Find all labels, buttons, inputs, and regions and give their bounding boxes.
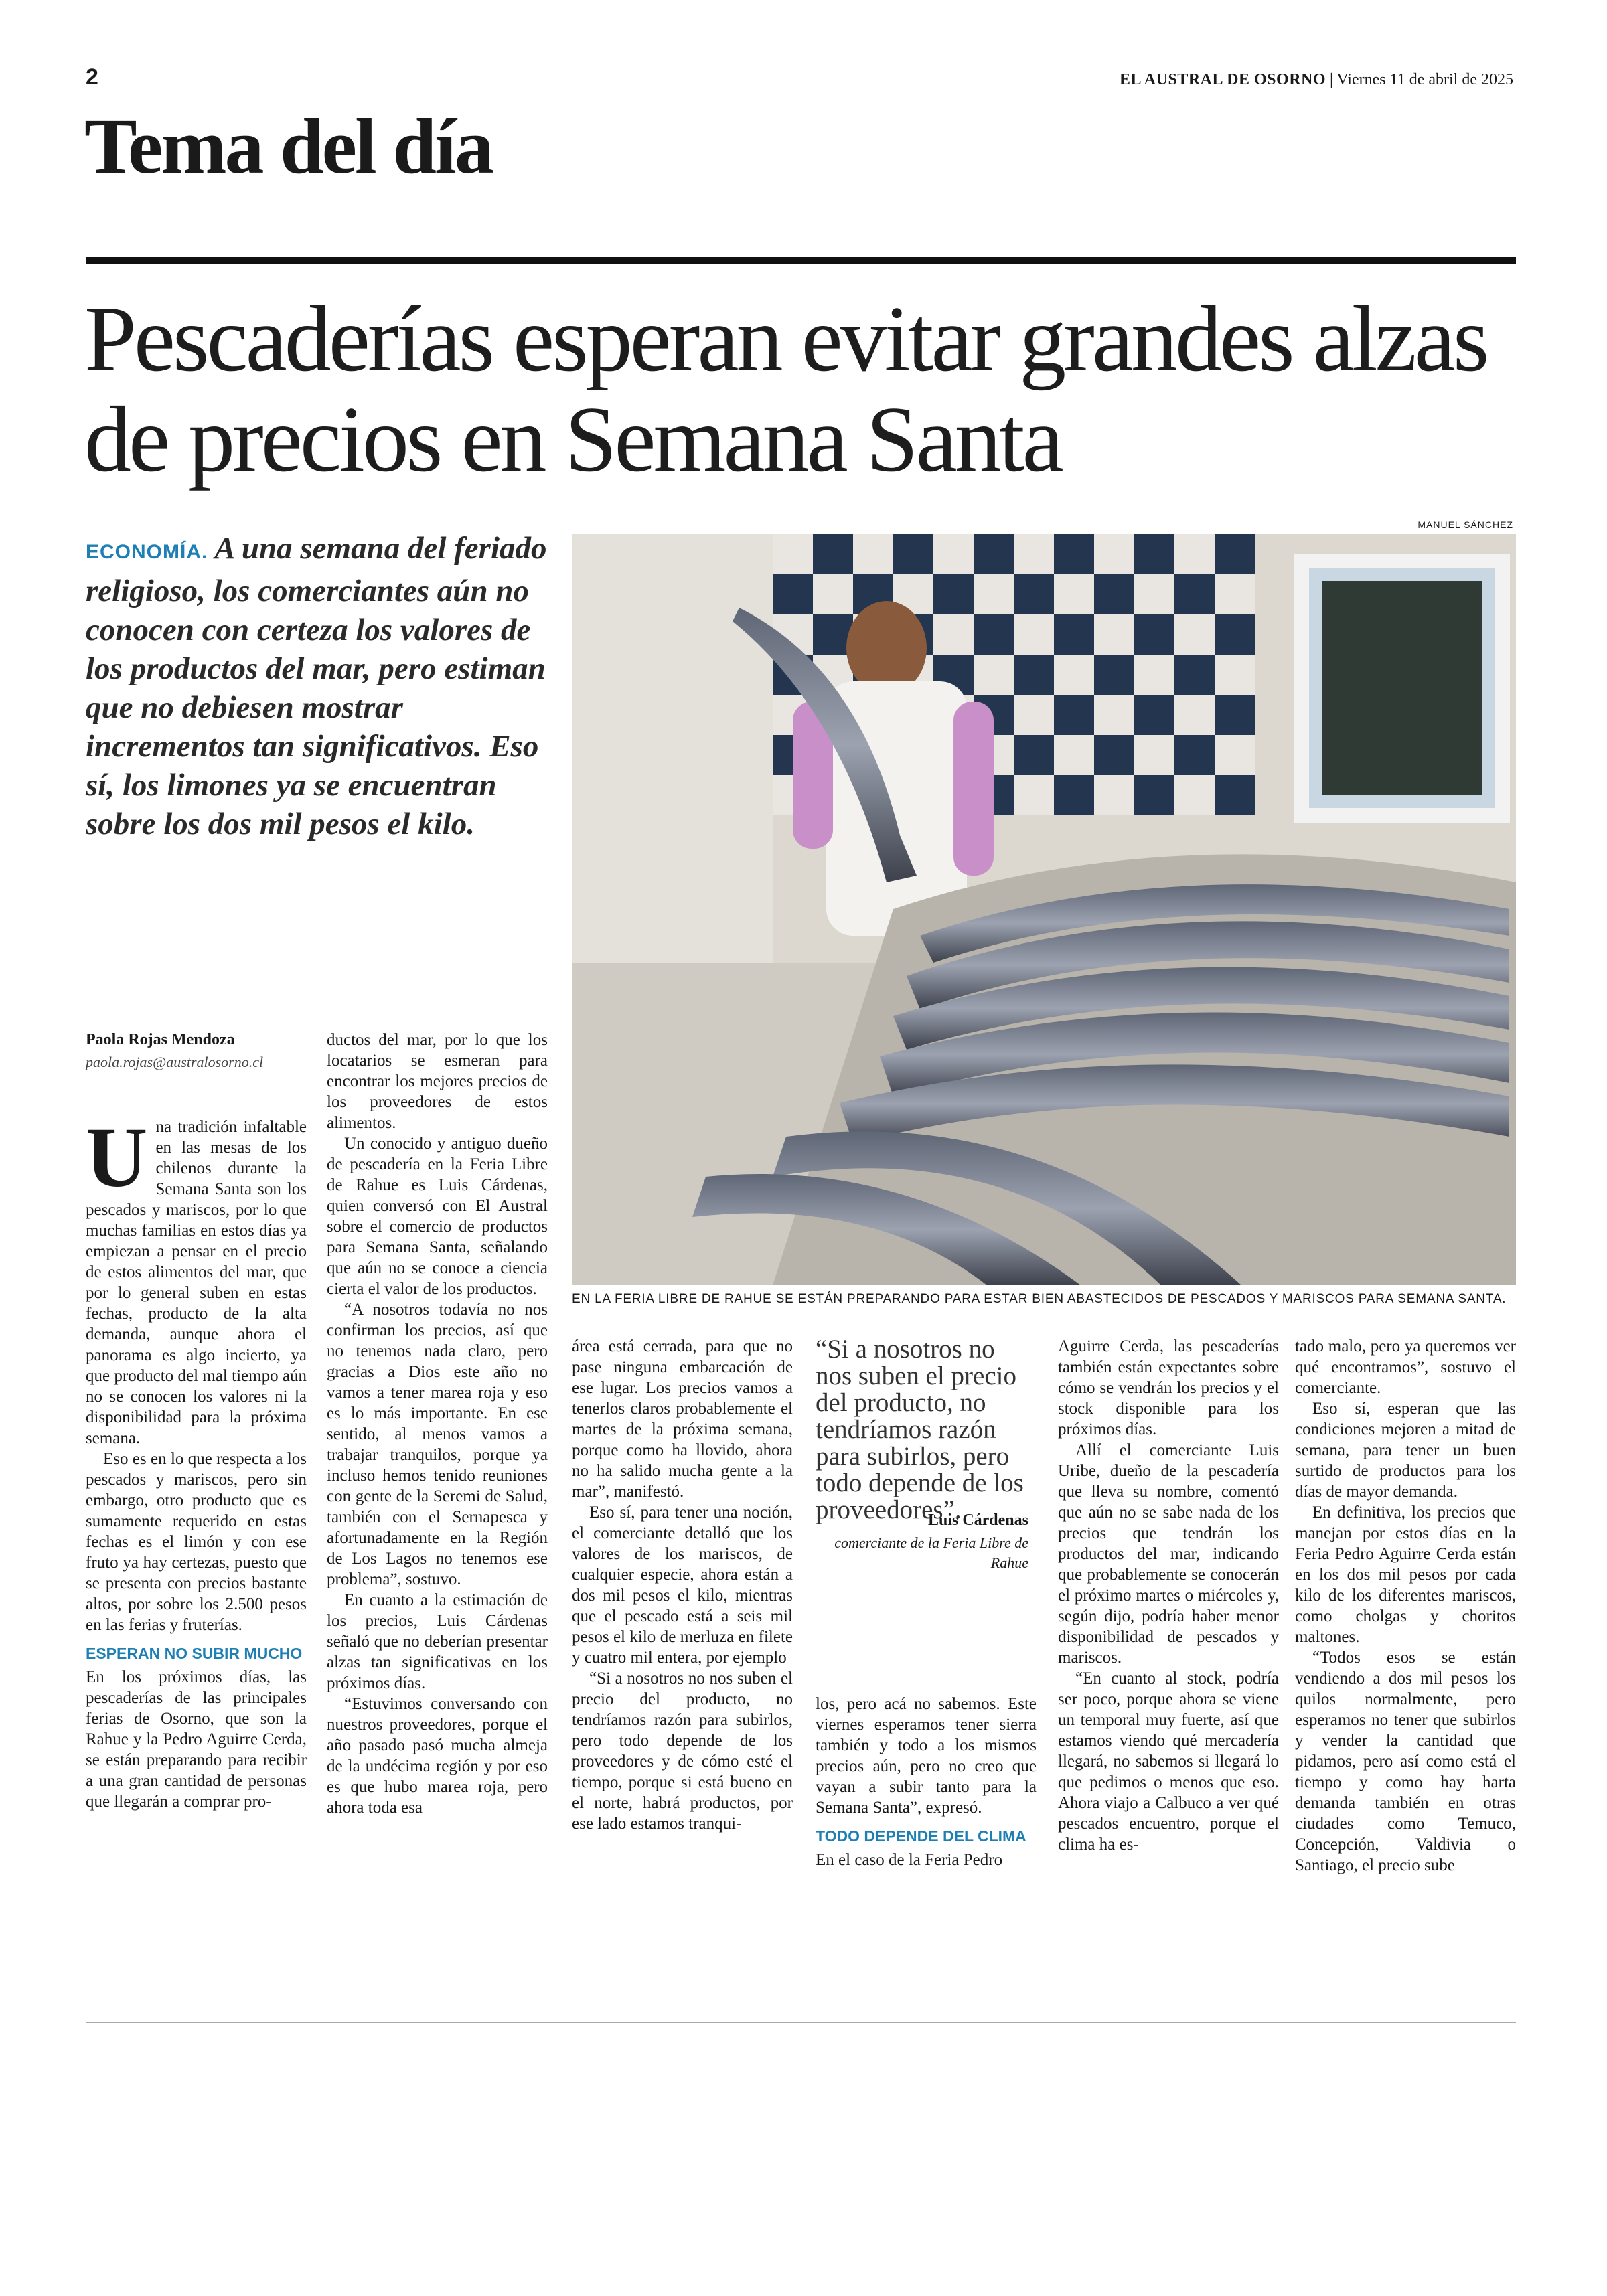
lead-text: A una semana del feriado religioso, los comerciantes aún no conocen con certeza los valores de los productos del mar, pero estiman que no debiesen mostrar incrementos tan significativos. Eso sí, los limones ya se encuentran sobre los dos mil pesos el kilo. bbox=[86, 531, 547, 841]
paragraph: Eso sí, esperan que las condiciones mejoren a mitad de semana, para tener un buen surtido de productos para los días de mayor demanda. bbox=[1295, 1400, 1516, 1501]
paragraph: los, pero acá no sabemos. Este viernes esperamos tener sierra también y todo a los mismos precios aún, pero no creo que vayan a subir tanto para la Semana Santa”, expresó. bbox=[816, 1695, 1037, 1817]
paragraph: Aguirre Cerda, las pescaderías también están expectantes sobre cómo se vendrán los precios y el stock disponible para los próximos días. bbox=[1058, 1337, 1279, 1439]
section-rule bbox=[86, 257, 1516, 264]
article-photo bbox=[572, 534, 1516, 1285]
paragraph: “Si a nosotros no nos suben el precio del producto, no tendríamos razón para subirlos, pero todo depende de los proveedores y de cómo esté el tiempo, porque si está bueno en el norte, habrá productos, por ese lado estamos tranqui- bbox=[572, 1669, 793, 1833]
paragraph: “A nosotros todavía no nos confirman los precios, así que no tenemos nada claro, pero gracias a Dios este año no vamos a tener marea roja y eso es lo más importante. En ese sentido, al menos vamos a trabajar tranquilos, porque ya incluso hemos tenido reuniones con gente de la Seremi de Salud, también con el Sernapesca y afortunadamente en la Región de Los Lagos no tenemos ese problema”, sostuvo. bbox=[327, 1301, 548, 1588]
paragraph: área está cerrada, para que no pase ninguna embarcación de ese lugar. Los precios vamos a tenerlos claros probablemente el martes de la próxima semana, porque como ha llovido, ahora no ha salido mucha gente a la mar”, manifestó. bbox=[572, 1337, 793, 1501]
paragraph: Una tradición infaltable en las mesas de los chilenos durante la Semana Santa son los pescados y mariscos, por lo que muchas familias en estos días ya empiezan a pensar en el precio de estos alimentos del mar, que por lo general suben en estas fechas, producto de la alta demanda, aunque ahora el panorama es algo incierto, ya que producto del mal tiempo aún no se conocen los valores ni la disponibilidad para la próxima semana. bbox=[86, 1110, 307, 1447]
footer-rule bbox=[86, 2022, 1516, 2023]
paper-info bbox=[1120, 71, 1513, 89]
paragraph: Eso sí, para tener una noción, el comerciante detalló que los valores de los mariscos, de cualquier especie, ahora están a dos mil pesos el kilo, mientras que el pescado está a seis mil pesos el kilo de merluza en filete y cuatro mil entera, por ejemplo bbox=[572, 1503, 793, 1667]
quote-author-role: comerciante de la Feria Libre de Rahue bbox=[834, 1534, 1028, 1571]
author-email[interactable]: paola.rojas@australosorno.cl bbox=[86, 1054, 264, 1070]
paragraph: ductos del mar, por lo que los locatarios se esmeran para encontrar los mejores precios de los proveedores de estos alimentos. bbox=[327, 1031, 548, 1132]
column-6 bbox=[1295, 1336, 1516, 1876]
author-name: Paola Rojas Mendoza bbox=[86, 1031, 235, 1048]
column-1 bbox=[86, 1110, 307, 1812]
paragraph: En definitiva, los precios que manejan por estos días en la Feria Pedro Aguirre Cerda están en los dos mil pesos por cada kilo de los diferentes mariscos, como cholgas y choritos maltones. bbox=[1295, 1503, 1516, 1646]
quote-author: Luis Cárdenas bbox=[927, 1511, 1028, 1529]
page-number: 2 bbox=[86, 64, 98, 90]
photo-credit: MANUEL SÁNCHEZ bbox=[1418, 519, 1513, 530]
paragraph: “Estuvimos conversando con nuestros proveedores, porque el año pasado pasó mucha almeja de la undécima región y por eso es que hubo marea roja, pero ahora toda esa bbox=[327, 1695, 548, 1817]
paragraph: Eso es en lo que respecta a los pescados y mariscos, pero sin embargo, otro producto que es sumamente requerido en estas fechas es el limón y con ese fruto ya hay certezas, puesto que se presenta con precios bastante altos, por sobre los 2.500 pesos en las ferias y fruterías. bbox=[86, 1450, 307, 1634]
paper-name: EL AUSTRAL DE OSORNO bbox=[1119, 71, 1326, 88]
column-2 bbox=[327, 1030, 548, 1818]
paragraph: “Todos esos se están vendiendo a dos mil pesos los quilos normalmente, pero esperamos no tener que subirlos y vender la cantidad que pidamos, pero así como está el tiempo y como hay harta demanda también en otras ciudades como Temuco, Concepción, Valdivia o Santiago, el precio sube bbox=[1295, 1649, 1516, 1874]
paragraph: En los próximos días, las pescaderías de las principales ferias de Osorno, que son la Rahue y la Pedro Aguirre Cerda, se están preparando para recibir a una gran cantidad de personas que llegarán a comprar pro- bbox=[86, 1668, 307, 1811]
photo-caption: EN LA FERIA LIBRE DE RAHUE SE ESTÁN PREPARANDO PARA ESTAR BIEN ABASTECIDOS DE PESCADOS Y MARISCOS PARA SEMANA SANTA. bbox=[572, 1292, 1507, 1306]
subheading: ESPERAN NO SUBIR MUCHO bbox=[86, 1645, 303, 1662]
pull-quote: “Si a nosotros no nos suben el precio del producto, no tendríamos razón para subirlos, pero todo depende de los proveedores”. bbox=[816, 1335, 1024, 1524]
fish-market-illustration bbox=[572, 534, 1516, 1285]
column-4 bbox=[816, 1694, 1037, 1870]
issue-date: | Viernes 11 de abril de 2025 bbox=[1330, 71, 1513, 88]
column-3 bbox=[572, 1336, 793, 1834]
paragraph: Un conocido y antiguo dueño de pescadería en la Feria Libre de Rahue es Luis Cárdenas, quien conversó con El Austral sobre el comercio de productos para Semana Santa, señalando que aún no se conoce a ciencia cierta el valor de los productos. bbox=[327, 1135, 548, 1298]
drop-cap: U bbox=[86, 1110, 148, 1205]
column-5 bbox=[1058, 1336, 1279, 1855]
paragraph: En el caso de la Feria Pedro bbox=[816, 1851, 1003, 1869]
paragraph: tado malo, pero ya queremos ver qué encontramos”, sostuvo el comerciante. bbox=[1295, 1337, 1516, 1397]
kicker: ECONOMÍA. bbox=[86, 541, 208, 563]
paragraph: En cuanto a la estimación de los precios, Luis Cárdenas señaló que no deberían presentar alzas tan significativas en los próximos días. bbox=[327, 1591, 548, 1692]
headline: Pescaderías esperan evitar grandes alzas de precios en Semana Santa bbox=[84, 287, 1487, 491]
paragraph: “En cuanto al stock, podría ser poco, porque ahora se viene un temporal muy fuerte, así que estamos viendo qué mercadería llegará, no sabemos si llegará lo que pedimos o menos que eso. Ahora viajo a Calbuco a ver qué pescados encuentro, porque el clima ha es- bbox=[1058, 1669, 1279, 1854]
subheading: TODO DEPENDE DEL CLIMA bbox=[816, 1827, 1026, 1845]
paragraph: Allí el comerciante Luis Uribe, dueño de la pescadería que lleva su nombre, comentó que aún no se sabe nada de los precios que tendrán los productos del mar, indicando que probablemente se conocerán el próximo martes o miércoles y, según dijo, podría haber menor disponibilidad de pescados y mariscos. bbox=[1058, 1441, 1279, 1667]
lead-paragraph bbox=[86, 529, 554, 843]
section-title: Tema del día bbox=[84, 102, 492, 190]
